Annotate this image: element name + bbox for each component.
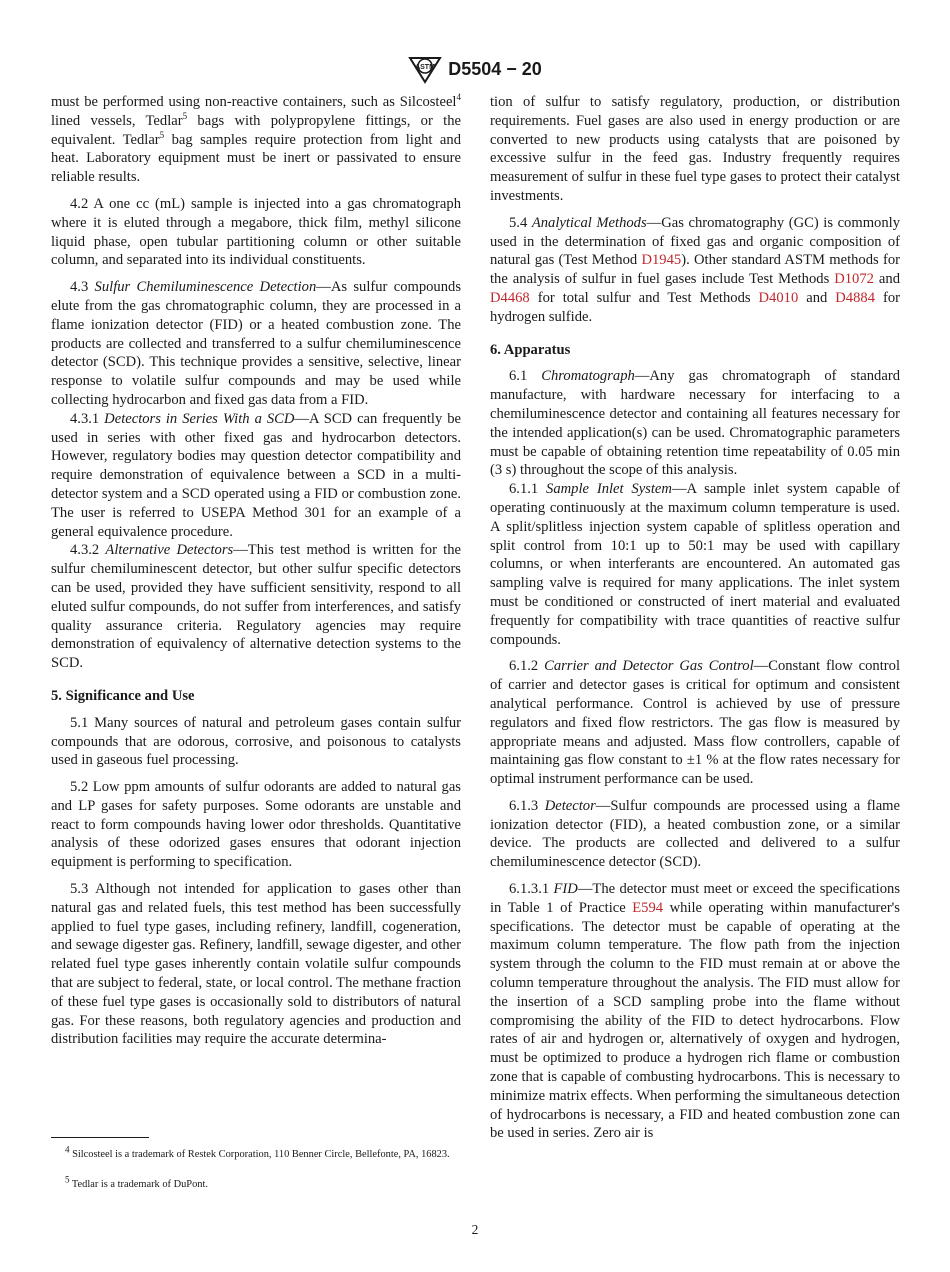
astm-logo-icon xyxy=(408,54,442,84)
section-6-heading: 6. Apparatus xyxy=(490,341,571,358)
paragraph-4-3-1: 4.3.1 Detectors in Series With a SCD—A SCD can frequently be used in series with other fixed gas and hydrocarbon detectors. However, regulatory bodies may question detector compatibility and require demonstration of equivalence between a SCD in a multi-detector system and a SCD operated using a FID or combustion zone. The user is referred to USEPA Method 301 for an example of a general equivalence procedure. xyxy=(51,410,462,540)
right-column xyxy=(490,93,900,1151)
standard-designation: D5504 − 20 xyxy=(448,58,542,79)
link-d4010[interactable]: D4010 xyxy=(758,289,799,306)
section-5-heading: 5. Significance and Use xyxy=(51,687,195,704)
link-d4884[interactable]: D4884 xyxy=(835,289,875,306)
link-d4468[interactable]: D4468 xyxy=(490,289,530,306)
link-d1945[interactable]: D1945 xyxy=(641,252,682,269)
link-e594[interactable]: E594 xyxy=(632,899,664,916)
footnote-rule xyxy=(51,1137,149,1138)
footnote-4: $^4$ Silcosteel is a trademark of Restek Corporation, 110 Benner Circle, Bellefonte, PA, 16823. xyxy=(65,1144,450,1160)
svg-text:ASTM: ASTM xyxy=(415,64,436,71)
paragraph-5-2: 5.2 Low ppm amounts of sulfur odorants are added to natural gas and LP gases for safety purposes. Some odorants are unstable and react to form compounds having lower odor thresholds. Quantitative analysis of these odorized gases ensures that odorant injection equipment is performing to specification. xyxy=(51,779,461,871)
paragraph-5-1: 5.1 Many sources of natural and petroleum gases contain sulfur compounds that are odorous, corrosive, and poisonous to catalysts used in gaseous fuel processing. xyxy=(51,714,461,769)
footnote-5: $^5$ Tedlar is a trademark of DuPont. xyxy=(65,1174,208,1190)
paragraph-5-4: 5.4 Analytical Methods—Gas chromatography (GC) is commonly used in the determination of fixed gas and organic composition of natural gas (Test Method D1945). Other standard ASTM methods for the analysis of sulfur in fuel gases include Test Methods D1072 and D4468 for total sulfur and Test Methods D4010 and D4884 for hydrogen sulfide. xyxy=(490,214,901,325)
paragraph-4-3: 4.3 Sulfur Chemiluminescence Detection—As sulfur compounds elute from the gas chromatographic column, they are processed in a flame ionization detector (FID) or a heated combustion zone. The products are collected and transferred to a sulfur chemiluminescence detector (SCD). This technique provides a sensitive, selective, linear response to volatile sulfur compounds and may be used while collecting hydrocarbon and fixed gas data from a FID. xyxy=(51,279,462,408)
page-number: 2 xyxy=(471,1222,479,1237)
paragraph-6-1-2: 6.1.2 Carrier and Detector Gas Control—Constant flow control of carrier and detector gases is critical for optimum and consistent analytical performance. Control is achieved by use of pressure regulators and fixed flow restrictors. The gas flow is measured by appropriate means and adjusted. Mass flow controllers, capable of maintaining gas flow constant to ±1 % at the flow rates necessary for optimal instrument performance can be used. xyxy=(490,658,900,788)
paragraph-5-3-continued: tion of sulfur to satisfy regulatory, production, or distribution requirements. Fuel gases are also used in energy production or are converted to new products using catalysts that are poisoned by excessive sulfur in the feed gas. Industry frequently requires measurement of sulfur in these fuel type gases to protect their catalyst investments. xyxy=(490,94,900,204)
paragraph-4-1-continued: must be performed using non-reactive containers, such as Silcosteel$^4$ lined vessels, Tedlar$^5$ bags with polypropylene fittings, or the equivalent. Tedlar$^5$ bag samples require protection from light and heat. Laboratory equipment must be inert or passivated to ensure reliable results. xyxy=(51,92,461,186)
page-header xyxy=(0,54,950,89)
paragraph-5-3: 5.3 Although not intended for application to gases other than natural gas and related fuels, this test method has been successfully applied to fuel type gases, including refinery, landfill, cogeneration, and sewage digester gas. Refinery, landfill, sewage digester, and other related fuel type gases inherently contain volatile sulfur compounds that are subject to federal, state, or local control. The methane fraction of these fuel type gases is occasionally sold to distributors of natural gas. For these reasons, both regulatory agencies and production and distribution facilities may require the accurate determina- xyxy=(51,881,461,1048)
link-d1072[interactable]: D1072 xyxy=(834,271,874,288)
paragraph-6-1: 6.1 Chromatograph—Any gas chromatograph of standard manufacture, with hardware necessary for interfacing to a chemiluminescence detector and containing all features necessary for the intended application(s) can be used. Chromatographic parameters must be capable of obtaining retention time repeatability of 0.05 min (3 s) throughout the scope of this analysis. xyxy=(490,368,900,479)
paragraph-6-1-3: 6.1.3 Detector—Sulfur compounds are processed using a flame ionization detector (FID), a heated combustion zone, or a similar device. The products are collected and delivered to a sulfur chemiluminescence detector (SCD). xyxy=(490,797,900,871)
paragraph-6-1-3-1: 6.1.3.1 FID—The detector must meet or exceed the specifications in Table 1 of Practice E594 while operating within manufacturer's specifications. The detector must be capable of operating at the maximum column temperature. The flow path from the injection system through the column to the FID must remain at or above the column temperature throughout the analysis. The FID must allow for the insertion of a SCD sampling probe into the flame without compromising the ability of the FID to detect hydrocarbons. Flow rates of air and hydrogen or, alternatively of oxygen and hydrogen, must be optimized to produce a hydrogen rich flame or combustion zone that is capable of combusting hydrocarbons. This is necessary to minimize matrix effects. When performing the simultaneous detection of hydrocarbons is necessary, a FID and heated combustion zone can be used in series. Zero air is xyxy=(490,881,900,1142)
left-column xyxy=(51,93,461,1057)
paragraph-6-1-1: 6.1.1 Sample Inlet System—A sample inlet system capable of operating continuously at the maximum column temperature is used. A split/splitless injection system capable of splitless operation and split control from 10:1 up to 50:1 may be used with capillary columns, or when interferants are encountered. An automated gas sampling valve is required for many applications. The inlet system must be conditioned or constructed of inert material and evaluated frequently for compatibility with trace quantities of reactive sulfur compounds. xyxy=(490,481,900,648)
paragraph-4-3-2: 4.3.2 Alternative Detectors—This test method is written for the sulfur chemiluminescent detector, but other sulfur specific detectors can be used, provided they have sufficient sensitivity, respond to all eluted sulfur compounds, do not suffer from interferences, and satisfy quality assurance criteria. Regulatory agencies may require demonstration of equivalency of alternative detection systems to the SCD. xyxy=(51,542,461,672)
paragraph-4-2: 4.2 A one cc (mL) sample is injected into a gas chromatograph where it is eluted through a megabore, thick film, methyl silicone liquid phase, open tubular partitioning column or other suitable column, and separated into its individual constituents. xyxy=(51,195,461,269)
